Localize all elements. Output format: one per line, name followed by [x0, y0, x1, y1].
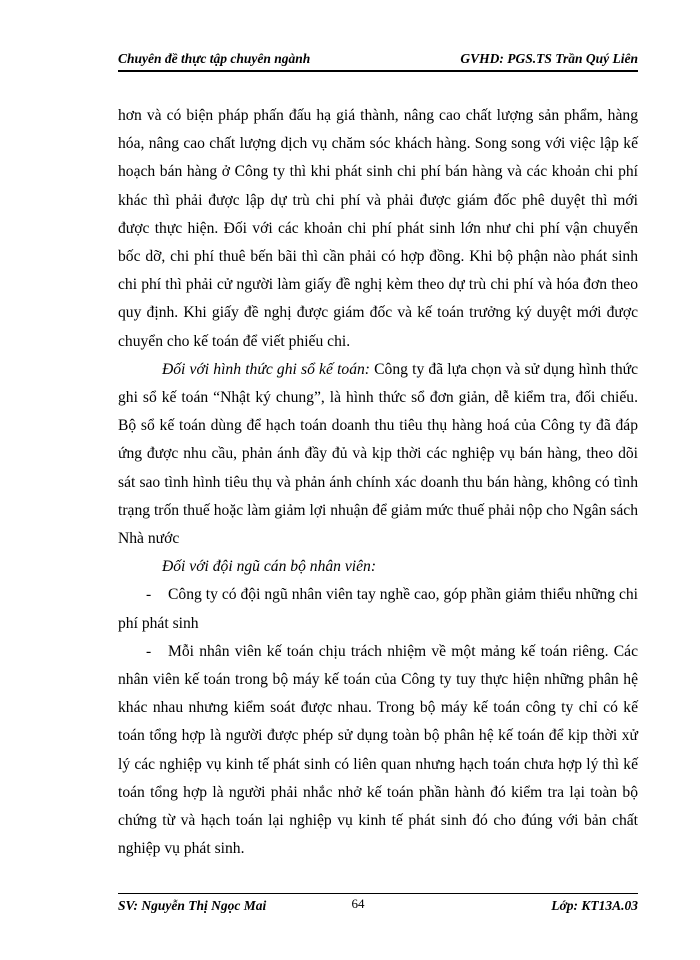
header-right-advisor: GVHD: PGS.TS Trần Quý Liên — [460, 51, 638, 66]
page-header — [118, 48, 638, 72]
paragraph-sales-costs: hơn và có biện pháp phấn đấu hạ giá thành, nâng cao chất lượng sản phẩm, hàng hóa, nâng cao chất lượng dịch vụ chăm sóc khách hàng. Song song với việc lập kế hoạch bán hàng ở Công ty thì khi phát sinh chi phí bán hàng và các khoản chi phí khác thì phải được lập dự trù chi phí và phải được giám đốc phê duyệt thì mới được thực hiện. Đối với các khoản chi phí phát sinh lớn như chi phí vận chuyển bốc dỡ, chi phí thuê bến bãi thì cần phải có hợp đồng. Khi bộ phận nào phát sinh chi phí thì phải cử người làm giấy đề nghị kèm theo dự trù chi phí và hóa đơn theo quy định. Khi giấy đề nghị được giám đốc và kế toán trưởng ký duyệt mới được chuyển cho kế toán để viết phiếu chi. — [118, 107, 638, 350]
paragraph-accounting-form-lead: Đối với hình thức ghi sổ kế toán: — [162, 360, 370, 378]
bullet-item-responsibility — [118, 638, 638, 864]
paragraph-accounting-form — [118, 356, 638, 553]
page-body — [118, 102, 638, 863]
page-number: 64 — [351, 896, 365, 911]
bullet-dash: - — [146, 642, 152, 660]
bullet-item-skilled-staff — [118, 581, 638, 637]
bullet-dash: - — [146, 586, 152, 604]
footer-divider — [118, 893, 638, 894]
paragraph-accounting-form-text: Công ty đã lựa chọn và sử dụng hình thức ghi sổ kế toán “Nhật ký chung”, là hình thức sổ đơn giản, dễ kiểm tra, đối chiếu. Bộ sổ kế toán dùng để hạch toán doanh thu tiêu thụ hàng hoá của Công ty đã đáp ứng được nhu cầu, phản ánh đầy đủ và kịp thời các nghiệp vụ bán hàng, theo dõi sát sao tình hình tiêu thụ và phản ánh chính xác doanh thu bán hàng, không có tình trạng trốn thuế hoặc làm giảm lợi nhuận để giảm mức thuế phải nộp cho Ngân sách Nhà nước — [118, 360, 638, 548]
footer-class: Lớp: KT13A.03 — [551, 898, 638, 913]
paragraph-staff-heading: Đối với đội ngũ cán bộ nhân viên: — [162, 558, 377, 576]
header-left-title: Chuyên đề thực tập chuyên ngành — [118, 51, 311, 66]
footer-student-name: SV: Nguyễn Thị Ngọc Mai — [118, 898, 267, 913]
page-footer — [118, 896, 638, 918]
bullet-item-text: Công ty có đội ngũ nhân viên tay nghề cao, góp phần giảm thiểu những chi phí phát sinh — [118, 586, 638, 632]
bullet-item-text: Mỗi nhân viên kế toán chịu trách nhiệm về một mảng kế toán riêng. Các nhân viên kế toán trong bộ máy kế toán của Công ty tuy thực hiện những phân hệ khác nhau nhưng kiểm soát được nhau. Trong bộ máy kế toán công ty chỉ có kế toán tổng hợp là người được phép sử dụng toàn bộ phân hệ kế toán để kịp thời xử lý các nghiệp vụ kinh tế phát sinh có liên quan nhưng hạch toán chưa hợp lý thì kế toán tổng hợp là người phải nhắc nhở kế toán phần hành đó kiểm tra lại toàn bộ chứng từ và hạch toán lại nghiệp vụ kinh tế phát sinh đó cho đúng với bản chất nghiệp vụ phát sinh. — [118, 642, 638, 858]
